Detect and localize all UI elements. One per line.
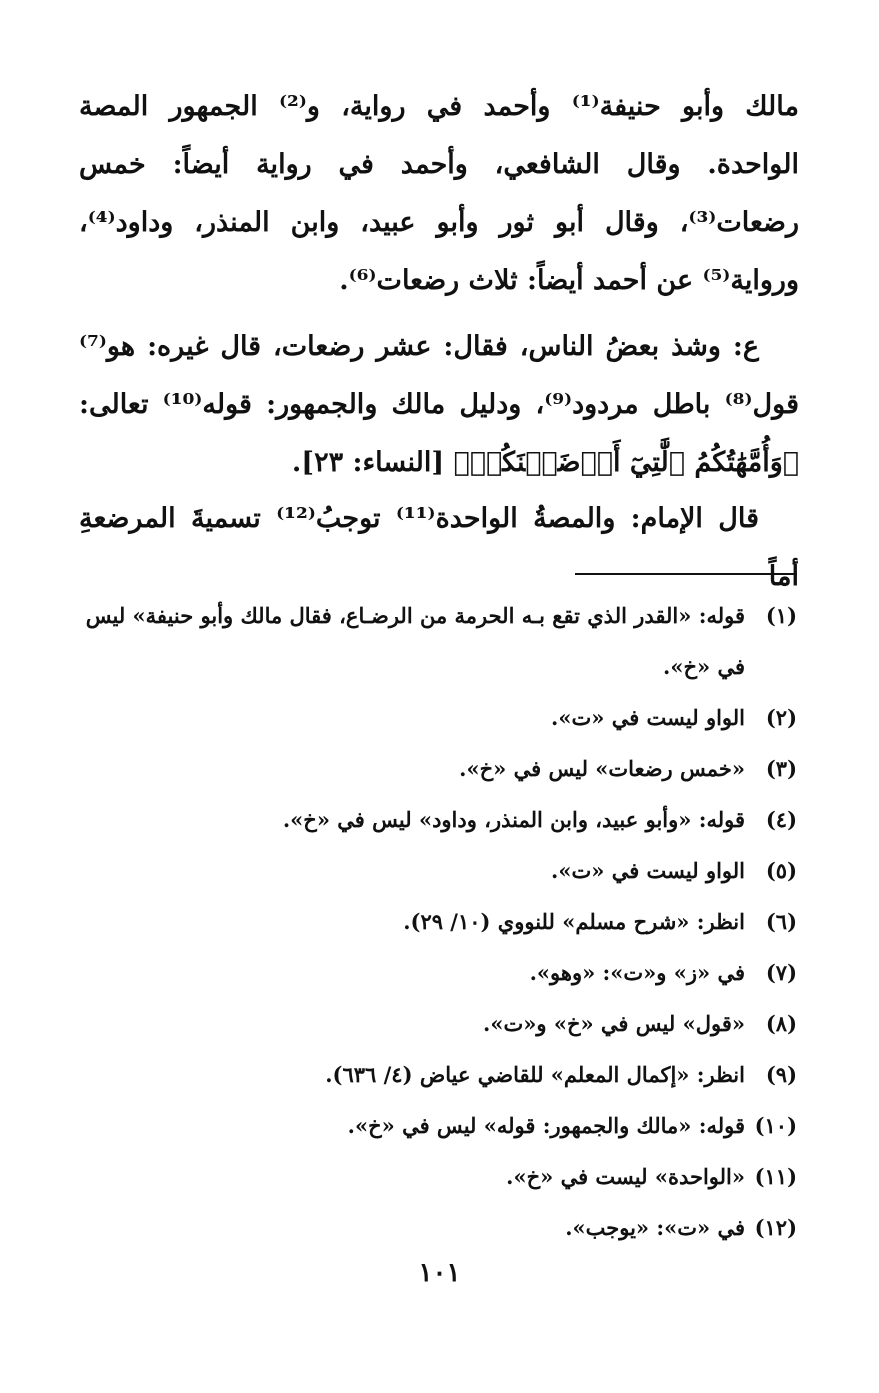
footnote-item bbox=[79, 1049, 797, 1100]
footnote-item bbox=[79, 947, 797, 998]
footnote-number: (٤) bbox=[765, 807, 797, 832]
footnote-number: (٨) bbox=[765, 1011, 797, 1036]
footnote-text: قوله: «مالك والجمهور: قوله» ليس في «خ». bbox=[347, 1113, 745, 1138]
footnote-number: (٦) bbox=[765, 909, 797, 934]
footnote-text: في «ز» و«ت»: «وهو». bbox=[529, 960, 745, 985]
footnote-item bbox=[79, 1151, 797, 1202]
page-number: ١٠١ bbox=[418, 1258, 461, 1288]
footnote-text: الواو ليست في «ت». bbox=[551, 705, 745, 730]
footnote-text: الواو ليست في «ت». bbox=[551, 858, 745, 883]
main-paragraph-2: ع: وشذ بعضُ الناس، فقال: عشر رضعات، قال غيره: هو⁽⁷⁾ قول⁽⁸⁾ باطل مردود⁽⁹⁾، ودليل مالك والجمهور: قوله⁽¹⁰⁾ تعالى: ﴿وَأُمَّهَٰتُكُمُ ٱلَّٰتِيٓ أَرۡضَعۡنَكُمۡ﴾ [النساء: ٢٣]. bbox=[79, 331, 799, 478]
footnote-number: (١) bbox=[765, 603, 797, 628]
footnote-number: (١٠) bbox=[754, 1113, 797, 1138]
footnote-text: انظر: «شرح مسلم» للنووي (١٠/ ٢٩). bbox=[403, 909, 745, 934]
footnote-text: «قول» ليس في «خ» و«ت». bbox=[483, 1011, 745, 1036]
footnote-text: في «ت»: «يوجب». bbox=[565, 1215, 745, 1240]
footnote-text: «خمس رضعات» ليس في «خ». bbox=[459, 756, 745, 781]
footnote-number: (٧) bbox=[765, 960, 797, 985]
main-paragraph-3: قال الإمام: والمصةُ الواحدة⁽¹¹⁾ توجبُ⁽¹²⁾ تسميةَ المرضعةِ أماً bbox=[79, 503, 799, 592]
footnote-item bbox=[79, 998, 797, 1049]
footnote-separator bbox=[575, 573, 797, 575]
footnotes-list bbox=[79, 590, 797, 1253]
footnote-number: (١١) bbox=[754, 1164, 797, 1189]
footnote-text: قوله: «القدر الذي تقع بـه الحرمة من الرضـاع، فقال مالك وأبو حنيفة» ليس في «خ». bbox=[85, 603, 745, 679]
footnote-item bbox=[79, 1100, 797, 1151]
footnote-number: (٩) bbox=[765, 1062, 797, 1087]
footnote-item bbox=[79, 845, 797, 896]
footnote-item bbox=[79, 794, 797, 845]
footnote-number: (١٢) bbox=[754, 1215, 797, 1240]
footnote-text: انظر: «إكمال المعلم» للقاضي عياض (٤/ ٦٣٦). bbox=[325, 1062, 745, 1087]
main-paragraph-1: مالك وأبو حنيفة⁽¹⁾ وأحمد في رواية، و⁽²⁾ الجمهور المصة الواحدة. وقال الشافعي، وأحمد في رواية أيضاً: خمس رضعات⁽³⁾، وقال أبو ثور وأبو عبيد، وابن المنذر، وداود⁽⁴⁾، ورواية⁽⁵⁾ عن أحمد أيضاً: ثلاث رضعات⁽⁶⁾. bbox=[79, 91, 799, 296]
footnote-item bbox=[79, 590, 797, 692]
footnote-text: «الواحدة» ليست في «خ». bbox=[506, 1164, 745, 1189]
footnote-number: (٥) bbox=[765, 858, 797, 883]
footnote-item bbox=[79, 896, 797, 947]
footnote-item bbox=[79, 1202, 797, 1253]
footnote-text: قوله: «وأبو عبيد، وابن المنذر، وداود» ليس في «خ». bbox=[282, 807, 745, 832]
footnote-number: (٢) bbox=[765, 705, 797, 730]
footnote-item bbox=[79, 692, 797, 743]
footnote-item bbox=[79, 743, 797, 794]
footnote-number: (٣) bbox=[765, 756, 797, 781]
